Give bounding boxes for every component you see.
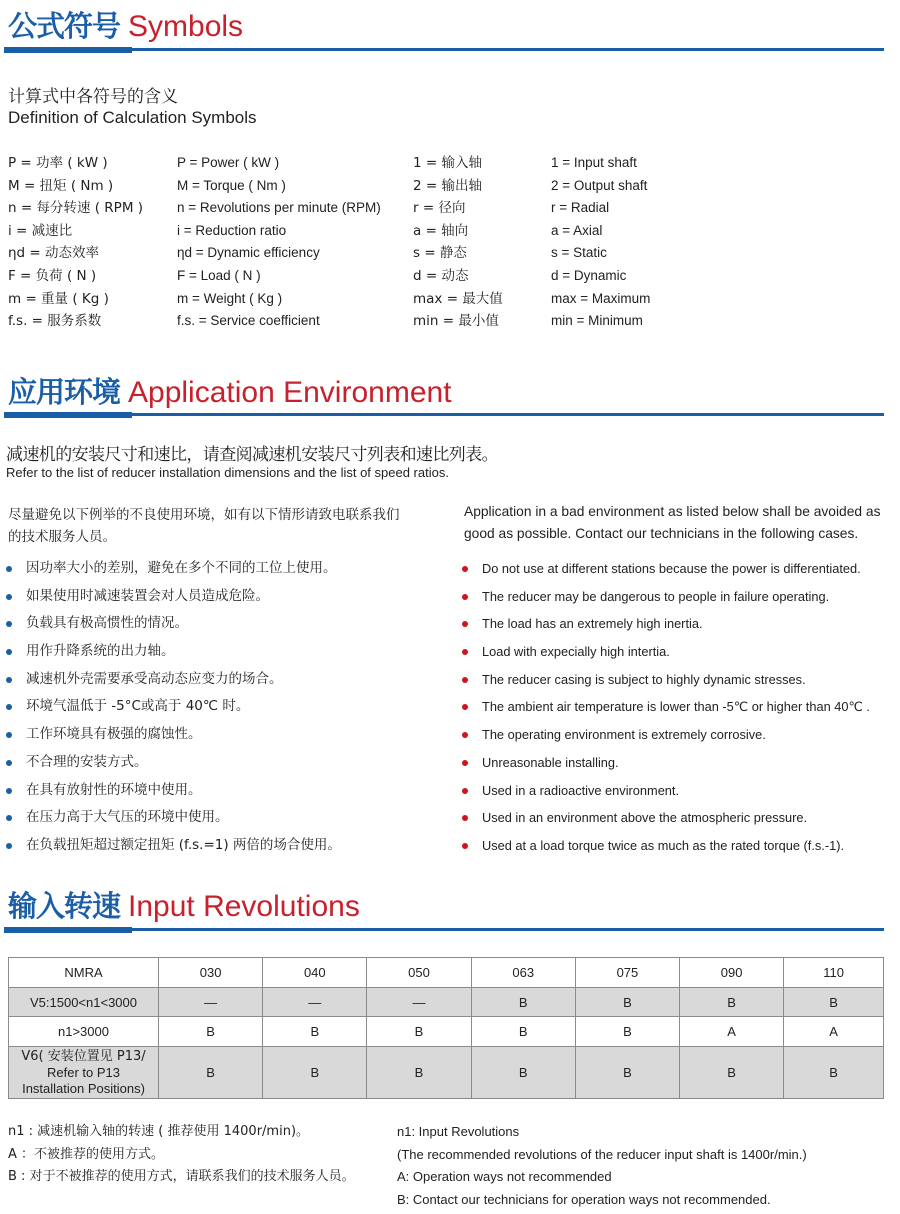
application-title-en: Application Environment bbox=[128, 376, 452, 409]
list-item-text: Used in an environment above the atmospheric pressure. bbox=[482, 810, 808, 826]
list-item bbox=[460, 638, 870, 666]
bullet-icon bbox=[462, 843, 468, 849]
input-revolutions-section-header bbox=[0, 880, 900, 936]
list-item bbox=[460, 693, 870, 721]
table-cell: B bbox=[471, 1017, 575, 1047]
table-cell: B bbox=[575, 1017, 679, 1047]
table-row bbox=[9, 1017, 884, 1047]
application-title-cn: 应用环境 bbox=[8, 375, 121, 409]
bullet-icon bbox=[6, 594, 12, 600]
application-intro-en: Refer to the list of reducer installation dimensions and the list of speed ratios. bbox=[6, 465, 449, 480]
symbols-title-en: Symbols bbox=[128, 10, 244, 43]
list-item bbox=[460, 749, 870, 777]
symbol-definition: 1 = 输入轴 bbox=[413, 155, 482, 171]
list-item-text: 减速机外壳需要承受高动态应变力的场合。 bbox=[26, 670, 283, 687]
symbol-definition: s = 静态 bbox=[413, 245, 467, 262]
table-cell: B bbox=[159, 1017, 263, 1047]
list-item-text: The reducer casing is subject to highly dynamic stresses. bbox=[482, 671, 806, 687]
bullet-icon bbox=[6, 788, 12, 794]
bullet-icon bbox=[6, 677, 12, 683]
symbol-definition: ηd = Dynamic efficiency bbox=[177, 245, 320, 261]
section-divider-accent bbox=[4, 927, 132, 933]
bullet-icon bbox=[462, 677, 468, 683]
table-cell: B bbox=[784, 988, 884, 1017]
note-line: n1: Input Revolutions bbox=[397, 1124, 520, 1139]
notes-cn bbox=[8, 1121, 355, 1189]
table-header-row bbox=[9, 958, 884, 988]
notes-en bbox=[397, 1121, 807, 1211]
list-item-text: 在压力高于大气压的环境中使用。 bbox=[26, 809, 229, 826]
application-para-cn-line1: 尽量避免以下例举的不良使用环境，如有以下情形请致电联系我们 bbox=[8, 507, 400, 523]
list-item bbox=[4, 666, 341, 694]
bullet-icon bbox=[462, 566, 468, 572]
symbols-section-header bbox=[0, 0, 900, 56]
table-header-cell: 110 bbox=[784, 958, 884, 988]
list-item bbox=[460, 583, 870, 611]
list-item-text: 在具有放射性的环境中使用。 bbox=[26, 781, 202, 798]
table-cell: B bbox=[680, 1047, 784, 1099]
symbol-definition: min = Minimum bbox=[551, 313, 643, 329]
list-item bbox=[460, 610, 870, 638]
list-item bbox=[4, 749, 341, 777]
input-revolutions-title-cn: 输入转速 bbox=[8, 889, 121, 923]
note-line: B : 对于不被推荐的使用方式，请联系我们的技术服务人员。 bbox=[8, 1169, 355, 1185]
row-label-line: Refer to P13 bbox=[47, 1064, 120, 1080]
table-cell: B bbox=[159, 1047, 263, 1099]
bullet-icon bbox=[6, 566, 12, 572]
list-item-text: 如果使用时减速装置会对人员造成危险。 bbox=[26, 587, 269, 604]
symbol-definition: m = 重量 ( Kg ) bbox=[8, 290, 109, 307]
application-para-en-line2: good as possible. Contact our technicians in the following cases. bbox=[464, 526, 859, 541]
table-row bbox=[9, 988, 884, 1017]
section-divider bbox=[4, 48, 884, 51]
symbol-definition: r = Radial bbox=[551, 200, 610, 216]
list-item-text: 在负载扭矩超过额定扭矩 (f.s.=1) 两倍的场合使用。 bbox=[26, 836, 341, 853]
table-cell: B bbox=[680, 988, 784, 1017]
table-header-cell: 030 bbox=[159, 958, 263, 988]
row-label-line: Installation Positions) bbox=[22, 1080, 145, 1096]
symbol-definition: max = 最大值 bbox=[413, 290, 503, 307]
table-cell: — bbox=[263, 988, 367, 1017]
note-line: A ：不被推荐的使用方式。 bbox=[8, 1146, 165, 1162]
table-cell: B bbox=[784, 1047, 884, 1099]
symbols-subtitle-en: Definition of Calculation Symbols bbox=[8, 108, 257, 127]
list-item-text: The load has an extremely high inertia. bbox=[482, 616, 703, 632]
symbol-definition: ηd = 动态效率 bbox=[8, 245, 100, 262]
symbol-definition: r = 径向 bbox=[413, 200, 466, 217]
application-bullets-cn bbox=[4, 555, 341, 860]
bullet-icon bbox=[6, 815, 12, 821]
symbol-definition: 1 = Input shaft bbox=[551, 155, 637, 170]
list-item bbox=[4, 693, 341, 721]
list-item-text: The ambient air temperature is lower than -5℃ or higher than 40℃ . bbox=[482, 699, 870, 715]
table-cell: B bbox=[367, 1017, 471, 1047]
list-item bbox=[4, 721, 341, 749]
list-item-text: 用作升降系统的出力轴。 bbox=[26, 643, 175, 660]
note-line: A: Operation ways not recommended bbox=[397, 1169, 612, 1185]
symbol-definition: P = Power ( kW ) bbox=[177, 155, 280, 170]
symbol-definition: a = 轴向 bbox=[413, 222, 469, 239]
symbols-col1-cn bbox=[8, 152, 143, 333]
bullet-icon bbox=[6, 704, 12, 710]
bullet-icon bbox=[462, 760, 468, 766]
table-cell: B bbox=[575, 988, 679, 1017]
input-revolutions-title bbox=[8, 884, 360, 925]
list-item-text: Used in a radioactive environment. bbox=[482, 782, 680, 798]
application-intro-cn: 减速机的安装尺寸和速比，请查阅减速机安装尺寸列表和速比列表。 bbox=[6, 445, 498, 465]
symbol-definition: M = Torque ( Nm ) bbox=[177, 177, 286, 193]
list-item bbox=[4, 804, 341, 832]
symbol-definition: min = 最小值 bbox=[413, 313, 499, 330]
symbols-col1-en bbox=[177, 152, 381, 333]
note-line: B: Contact our technicians for operation ways not recommended. bbox=[397, 1191, 771, 1207]
section-divider-accent bbox=[4, 47, 132, 53]
table-cell: B bbox=[263, 1047, 367, 1099]
bullet-icon bbox=[6, 621, 12, 627]
list-item-text: The reducer may be dangerous to people in failure operating. bbox=[482, 588, 830, 604]
symbol-definition: d = 动态 bbox=[413, 267, 469, 284]
list-item bbox=[4, 610, 341, 638]
symbol-definition: n = Revolutions per minute (RPM) bbox=[177, 200, 381, 216]
symbol-definition: i = 减速比 bbox=[8, 222, 73, 239]
symbol-definition: F = 负荷 ( N ) bbox=[8, 267, 97, 284]
table-cell: A bbox=[784, 1017, 884, 1047]
application-title bbox=[8, 370, 452, 411]
table-row-label: V5:1500<n1<3000 bbox=[9, 988, 159, 1017]
symbols-title bbox=[8, 4, 243, 45]
bullet-icon bbox=[462, 649, 468, 655]
symbol-definition: 2 = 输出轴 bbox=[413, 177, 482, 194]
table-cell: — bbox=[367, 988, 471, 1017]
table-header-cell: 063 bbox=[471, 958, 575, 988]
list-item bbox=[460, 555, 870, 583]
table-cell: A bbox=[680, 1017, 784, 1047]
table-header-cell: 040 bbox=[263, 958, 367, 988]
bullet-icon bbox=[462, 621, 468, 627]
list-item-text: Used at a load torque twice as much as the rated torque (f.s.-1). bbox=[482, 837, 845, 853]
table-cell: B bbox=[263, 1017, 367, 1047]
list-item-text: Unreasonable installing. bbox=[482, 754, 619, 770]
bullet-icon bbox=[462, 732, 468, 738]
input-revolutions-table bbox=[8, 957, 884, 1099]
list-item bbox=[4, 555, 341, 583]
symbol-definition: f.s. = 服务系数 bbox=[8, 313, 102, 330]
list-item-text: 因功率大小的差别，避免在多个不同的工位上使用。 bbox=[26, 560, 337, 576]
symbol-definition: max = Maximum bbox=[551, 290, 651, 306]
bullet-icon bbox=[6, 649, 12, 655]
bullet-icon bbox=[462, 788, 468, 794]
symbols-col2-cn bbox=[413, 152, 503, 333]
application-section-header bbox=[0, 366, 900, 422]
application-bullets-en bbox=[460, 555, 870, 860]
bullet-icon bbox=[462, 704, 468, 710]
application-para-en-line1: Application in a bad environment as listed below shall be avoided as bbox=[464, 504, 881, 519]
symbols-subtitle-cn: 计算式中各符号的含义 bbox=[8, 87, 178, 107]
table-header-cell: 090 bbox=[680, 958, 784, 988]
table-cell: B bbox=[575, 1047, 679, 1099]
section-divider bbox=[4, 928, 884, 931]
list-item-text: Load with expecially high intertia. bbox=[482, 644, 670, 660]
list-item bbox=[460, 721, 870, 749]
symbol-definition: m = Weight ( Kg ) bbox=[177, 290, 283, 306]
table-row-label: n1>3000 bbox=[9, 1017, 159, 1047]
symbol-definition: F = Load ( N ) bbox=[177, 267, 261, 283]
row-label-line: V6( 安装位置见 P13/ bbox=[21, 1048, 146, 1064]
note-line: (The recommended revolutions of the reducer input shaft is 1400r/min.) bbox=[397, 1146, 807, 1162]
list-item-text: 工作环境具有极强的腐蚀性。 bbox=[26, 726, 202, 743]
symbol-definition: 2 = Output shaft bbox=[551, 177, 648, 193]
table-cell: B bbox=[471, 1047, 575, 1099]
table-header-cell: NMRA bbox=[9, 958, 159, 988]
symbol-definition: P = 功率 ( kW ) bbox=[8, 155, 108, 171]
bullet-icon bbox=[6, 732, 12, 738]
bullet-icon bbox=[462, 815, 468, 821]
application-para-cn-line2: 的技术服务人员。 bbox=[8, 529, 116, 545]
symbol-definition: a = Axial bbox=[551, 222, 603, 238]
symbol-definition: d = Dynamic bbox=[551, 267, 627, 283]
symbols-col2-en bbox=[551, 152, 650, 333]
symbol-definition: M = 扭矩 ( Nm ) bbox=[8, 177, 114, 194]
symbol-definition: f.s. = Service coefficient bbox=[177, 313, 320, 329]
table-row bbox=[9, 1047, 884, 1099]
list-item-text: Do not use at different stations because the power is differentiated. bbox=[482, 561, 861, 576]
table-row-label bbox=[9, 1047, 159, 1099]
list-item-text: 环境气温低于 -5°C或高于 40℃ 时。 bbox=[26, 698, 250, 715]
list-item-text: 负载具有极高惯性的情况。 bbox=[26, 615, 188, 632]
list-item-text: 不合理的安装方式。 bbox=[26, 753, 148, 770]
note-line: n1 : 减速机输入轴的转速 ( 推荐使用 1400r/min)。 bbox=[8, 1124, 310, 1139]
table-cell: — bbox=[159, 988, 263, 1017]
section-divider-accent bbox=[4, 412, 132, 418]
section-divider bbox=[4, 413, 884, 416]
list-item bbox=[460, 804, 870, 832]
table-header-cell: 075 bbox=[575, 958, 679, 988]
bullet-icon bbox=[6, 760, 12, 766]
list-item bbox=[460, 666, 870, 694]
list-item bbox=[4, 638, 341, 666]
symbols-title-cn: 公式符号 bbox=[8, 9, 121, 43]
bullet-icon bbox=[6, 843, 12, 849]
list-item bbox=[4, 583, 341, 611]
input-revolutions-title-en: Input Revolutions bbox=[128, 890, 360, 923]
list-item bbox=[460, 832, 870, 860]
table-cell: B bbox=[367, 1047, 471, 1099]
list-item bbox=[4, 777, 341, 805]
list-item bbox=[4, 832, 341, 860]
table-header-cell: 050 bbox=[367, 958, 471, 988]
list-item bbox=[460, 777, 870, 805]
list-item-text: The operating environment is extremely corrosive. bbox=[482, 727, 766, 743]
symbol-definition: s = Static bbox=[551, 245, 607, 261]
symbol-definition: i = Reduction ratio bbox=[177, 222, 287, 238]
table-cell: B bbox=[471, 988, 575, 1017]
symbol-definition: n = 每分转速 ( RPM ) bbox=[8, 200, 144, 217]
bullet-icon bbox=[462, 594, 468, 600]
